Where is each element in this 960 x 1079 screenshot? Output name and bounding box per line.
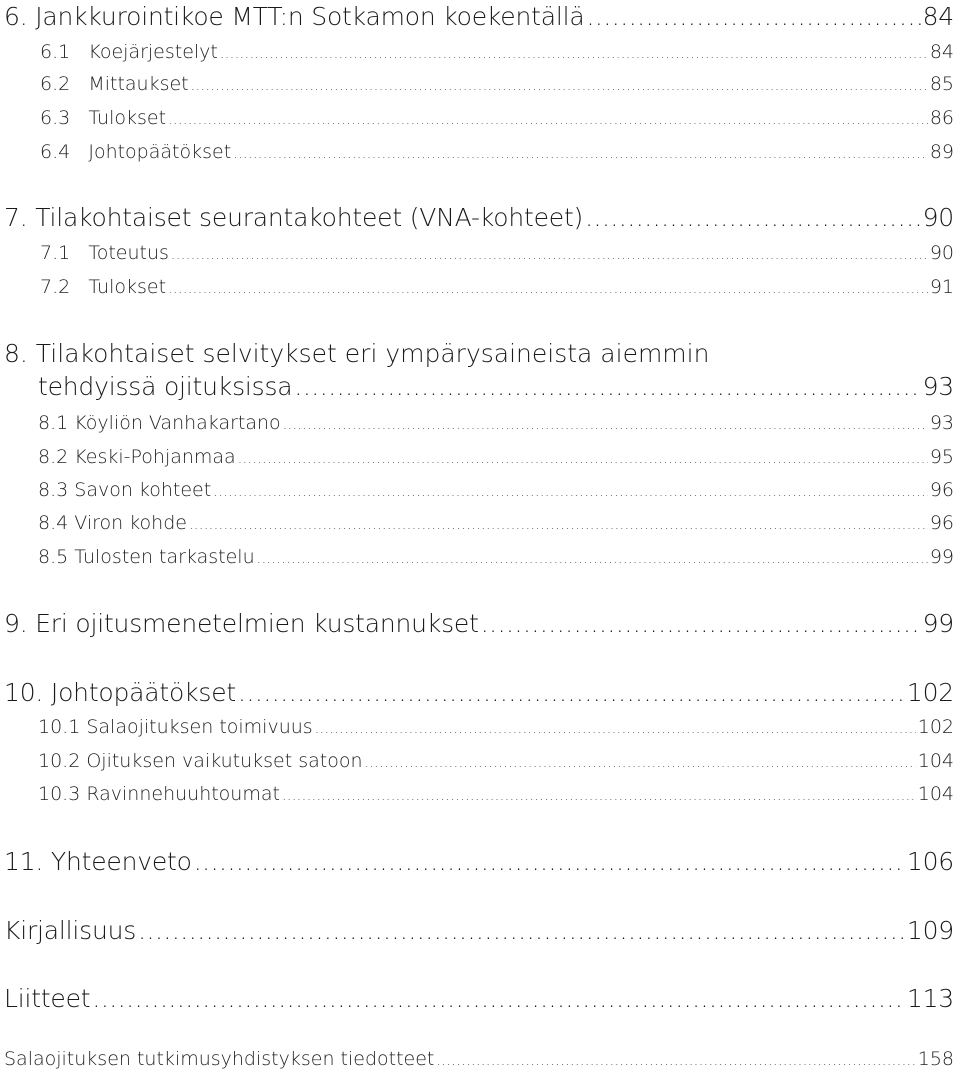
toc-label: 6.2 Mittaukset: [40, 73, 189, 95]
toc-page: 85: [929, 73, 954, 95]
toc-label: Salaojituksen tutkimusyhdistyksen tiedotteet: [4, 1048, 435, 1070]
toc-entry-ch10-2[interactable]: [38, 752, 954, 771]
toc-page: 99: [922, 609, 954, 638]
toc-label: 6.4 Johtopäätökset: [40, 141, 232, 163]
dot-leader: [213, 485, 928, 499]
dot-leader: [257, 552, 928, 566]
toc-page: 99: [929, 546, 954, 568]
toc-entry-ch10-3[interactable]: [38, 785, 954, 804]
toc-entry-ch7[interactable]: [4, 205, 954, 230]
toc-label: 9. Eri ojitusmenetelmien kustannukset: [4, 609, 479, 638]
toc-page: 104: [917, 783, 954, 805]
toc-entry-ch6[interactable]: [4, 4, 954, 29]
toc-entry-ch7-1[interactable]: [40, 244, 954, 263]
dot-leader: [171, 248, 928, 262]
dot-leader: [283, 418, 928, 432]
toc-entry-ch10[interactable]: [4, 680, 954, 705]
toc-page: 89: [929, 141, 954, 163]
toc-entry-ch6-3[interactable]: [40, 109, 954, 128]
toc-entry-ch6-4[interactable]: [40, 143, 954, 162]
dot-leader: [194, 849, 905, 874]
toc-page: 84: [922, 2, 954, 31]
dot-leader: [294, 374, 920, 399]
dot-leader: [238, 680, 905, 705]
toc-label: 11. Yhteenveto: [4, 847, 192, 876]
toc-label: 8.2 Keski-Pohjanmaa: [38, 446, 236, 468]
toc-entry-tiedotteet[interactable]: [4, 1050, 954, 1069]
dot-leader: [191, 79, 928, 93]
toc-entry-ch6-2[interactable]: [40, 75, 954, 94]
toc-page: 106: [906, 847, 954, 876]
toc-label: 8.5 Tulosten tarkastelu: [38, 546, 255, 568]
toc-label: 7.2 Tulokset: [40, 276, 167, 298]
toc-page: 109: [906, 916, 954, 945]
toc-entry-ch9[interactable]: [4, 611, 954, 636]
toc-entry-liitteet[interactable]: [4, 986, 954, 1011]
dot-leader: [481, 611, 921, 636]
toc-page: 84: [929, 41, 954, 63]
toc-page: 95: [929, 446, 954, 468]
dot-leader: [365, 756, 916, 770]
toc-page: 102: [917, 716, 954, 738]
dot-leader: [585, 205, 920, 230]
dot-leader: [168, 282, 928, 296]
toc-page: 93: [929, 412, 954, 434]
dot-leader: [138, 918, 905, 943]
toc-label: 7. Tilakohtaiset seurantakohteet (VNA-kohteet): [4, 203, 584, 232]
toc-page: 90: [922, 203, 954, 232]
toc-label: 6.3 Tulokset: [40, 107, 167, 129]
dot-leader: [92, 986, 904, 1011]
toc-label: 8.3 Savon kohteet: [38, 479, 212, 501]
toc-entry-ch8-2[interactable]: [38, 448, 954, 467]
dot-leader: [282, 789, 916, 803]
dot-leader: [586, 4, 920, 29]
toc-page: 102: [906, 678, 954, 707]
toc-label: 6.1 Koejärjestelyt: [40, 41, 218, 63]
toc-entry-ch7-2[interactable]: [40, 278, 954, 297]
toc-label: 7.1 Toteutus: [40, 242, 169, 264]
toc-page: 91: [929, 276, 954, 298]
toc-page: 93: [922, 372, 954, 401]
toc-label: 10.1 Salaojituksen toimivuus: [38, 716, 313, 738]
dot-leader: [238, 452, 928, 466]
dot-leader: [220, 47, 928, 61]
toc-label: 10.2 Ojituksen vaikutukset satoon: [38, 750, 363, 772]
toc-page: 113: [906, 984, 954, 1013]
toc-entry-ch6-1[interactable]: [40, 43, 954, 62]
dot-leader: [315, 722, 916, 736]
dot-leader: [233, 147, 928, 161]
toc-entry-ch8-1[interactable]: [38, 414, 954, 433]
toc-entry-ch8[interactable]: [38, 374, 954, 399]
toc-entry-kirjallisuus[interactable]: [4, 918, 954, 943]
toc-page: 86: [929, 107, 954, 129]
toc-label: 10.3 Ravinnehuuhtoumat: [38, 783, 280, 805]
toc-entry-ch8-title[interactable]: 8. Tilakohtaiset selvitykset eri ympärysaineista aiemmin: [4, 339, 710, 368]
toc-entry-ch8-4[interactable]: [38, 514, 954, 533]
toc-label: 8.4 Viron kohde: [38, 512, 187, 534]
toc-page: 96: [929, 512, 954, 534]
toc-label: 8.1 Köyliön Vanhakartano: [38, 412, 281, 434]
toc-entry-ch10-1[interactable]: [38, 718, 954, 737]
toc-label: 6. Jankkurointikoe MTT:n Sotkamon koekentällä: [4, 2, 585, 31]
toc-label: Kirjallisuus: [4, 916, 137, 945]
dot-leader: [168, 113, 928, 127]
dot-leader: [436, 1054, 915, 1068]
toc-label: tehdyissä ojituksissa: [38, 372, 293, 401]
toc-entry-ch8-3[interactable]: [38, 481, 954, 500]
dot-leader: [189, 518, 928, 532]
toc-label: 10. Johtopäätökset: [4, 678, 237, 707]
toc-page: 90: [929, 242, 954, 264]
toc-entry-ch11[interactable]: [4, 849, 954, 874]
toc-page: 158: [917, 1048, 954, 1070]
toc-page: 104: [917, 750, 954, 772]
toc-entry-ch8-5[interactable]: [38, 548, 954, 567]
toc-page: 96: [929, 479, 954, 501]
toc-label: Liitteet: [4, 984, 91, 1013]
